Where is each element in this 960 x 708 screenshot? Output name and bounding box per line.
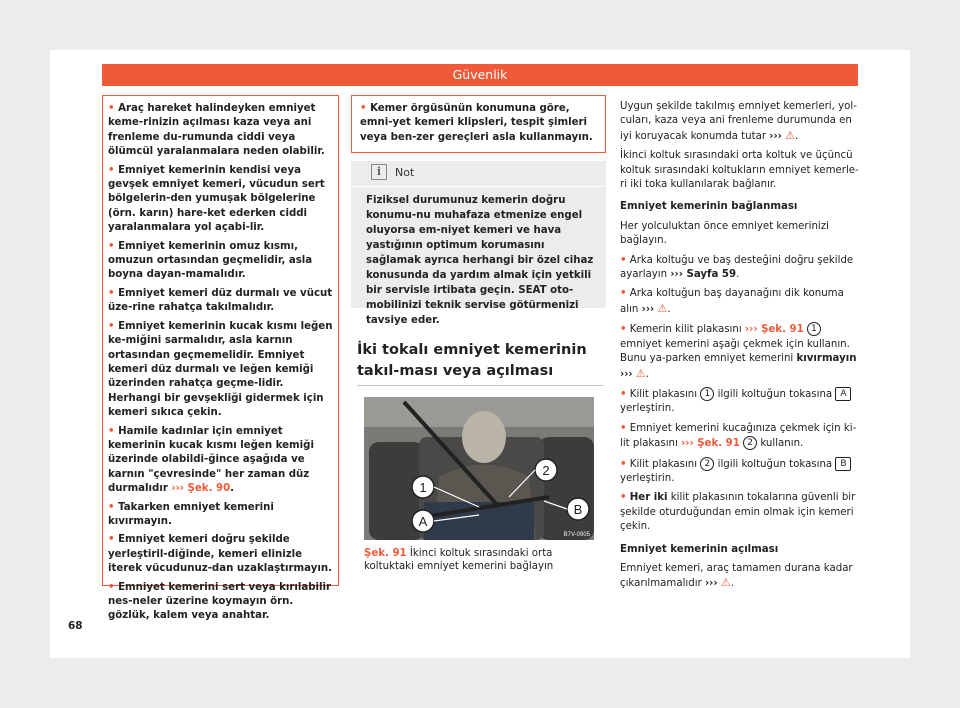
right-column — [620, 100, 860, 597]
step-item: • Kemerin kilit plakasını ››› Şek. 91 1 emniyet kemerini aşağı çekmek için kullanın. Bunu ya-parken emniyet kemerini kıvırmayın ››› ⚠. — [620, 324, 857, 380]
warning-item: • Takarken emniyet kemerini kıvırmayın. — [108, 501, 274, 527]
figure-label-A: A — [418, 514, 428, 529]
warning-middle: • Kemer örgüsünün konumuna göre, emni-yet kemeri klipsleri, tespit şimleri veya ben-zer gereçleri asla kullanmayın. — [360, 103, 593, 143]
warning-item: • Emniyet kemerinin kendisi veya gevşek emniyet kemeri, vücudun sert bölgelerin-den yumuşak bölgelerine (örn. karın) hare-ket ederken ciddi yaralanmalara yol açabi-lir. — [108, 164, 325, 234]
note-title: Not — [395, 165, 415, 179]
figure-caption: Şek. 91 İkinci koltuk sırasındaki orta koltuktaki emniyet kemerini bağlayın — [364, 548, 554, 572]
figure-code: B7V-0905 — [563, 532, 590, 538]
figure-label-1: 1 — [419, 480, 427, 495]
subheading-fasten: Emniyet kemerinin bağlanması — [620, 201, 798, 213]
step-item: • Arka koltuğu ve baş desteğini doğru şekilde ayarlayın ››› Sayfa 59. — [620, 254, 854, 281]
figure-91-link[interactable]: ››› Şek. 91 — [681, 438, 740, 450]
release-paragraph: Emniyet kemeri, araç tamamen durana kadar çıkarılmamalıdır ››› ⚠. — [620, 562, 853, 590]
warning-item: • Araç hareket halindeyken emniyet keme-rinizin açılması kaza veya ani frenleme du-rumunda ciddi veya ölümcül yaralanmalara neden olabilir. — [108, 103, 325, 158]
warning-triangle-icon: ⚠ — [635, 366, 646, 380]
warning-item: • Emniyet kemerinin omuz kısmı, omuzun ortasından geçmelidir, asla boyna dayan-mamalıdır. — [108, 240, 313, 281]
figure-91-link[interactable]: ››› Şek. 91 — [744, 324, 804, 336]
warning-item: • Emniyet kemeri doğru şekilde yerleştiril-diğinde, kemeri elinizle iterek vücudunuz-dan uzaklaştırmayın. — [108, 534, 332, 575]
section-divider — [357, 385, 604, 386]
info-icon: i — [371, 164, 387, 180]
warning-item: • Emniyet kemeri düz durmalı ve vücut üze-rine rahatça takılmalıdır. — [108, 287, 333, 314]
warning-list-left — [108, 102, 334, 628]
page-header: Güvenlik — [102, 64, 858, 86]
warning-item: • Emniyet kemerini sert veya kırılabilir nes-neler üzerine koymayın örn. gözlük, kalem veya anahtar. — [108, 581, 332, 622]
intro-paragraph: Uygun şekilde takılmış emniyet kemerleri, yol-cuları, kaza veya ani frenleme durumunda en iyi koruyacak konumda tutar ››› ⚠. — [620, 101, 857, 142]
figure-label-B: B — [573, 502, 583, 517]
intro-paragraph-2: İkinci koltuk sırasındaki orta koltuk ve üçüncü koltuk sırasındaki koltukların emniyet kemerle-ri iki toka kullanılarak bağlanır. — [620, 150, 859, 191]
fasten-intro: Her yolculuktan önce emniyet kemerinizi bağlayın. — [620, 220, 829, 247]
step-item: • Her iki kilit plakasının tokalarına güvenli bir şekilde oturduğundan emin olmak için kemeri çekin. — [620, 492, 856, 533]
warning-triangle-icon: ⚠ — [785, 128, 796, 142]
page-number: 68 — [68, 620, 83, 632]
warning-item: • Emniyet kemerinin kucak kısmı leğen ke-miğini sarmalıdır, asla karnın ortasından geçmemelidir. Emniyet kemeri düz durmalı ve leğen kemiği üzerinden rahatça geçme-lidir. Herhangi bir gevşekliği gidermek için kemeri sıkıca çekin. — [108, 320, 333, 419]
seatbelt-figure — [364, 397, 594, 540]
warning-triangle-icon: ⚠ — [657, 301, 668, 315]
note-header — [371, 164, 414, 180]
page-59-link[interactable]: ››› Sayfa 59 — [670, 269, 737, 281]
figure-label-2: 2 — [542, 463, 550, 478]
section-title: İki tokalı emniyet kemerinin takıl-ması veya açılması — [357, 342, 587, 379]
step-item: • Kilit plakasını 2 ilgili koltuğun tokasına B yerleştirin. — [620, 457, 860, 487]
passenger-head — [462, 411, 506, 463]
figure-90-link[interactable]: ››› Şek. 90 — [171, 483, 231, 495]
step-item: • Emniyet kemerini kucağınıza çekmek için ki-lit plakasını ››› Şek. 91 2 kullanın. — [620, 422, 857, 450]
right-seat — [539, 437, 594, 540]
warning-triangle-icon: ⚠ — [720, 576, 731, 590]
note-text: Fiziksel durumunuz kemerin doğru konumu-nu muhafaza etmenize engel oluyorsa em-niyet kemeri ve hava yastığının optimum korumasını sağlamak ayrıca herhangi bir özel cihaz konusunda da yardım almak için yetkili bir servisle irtibata geçin. SEAT oto-mobilinizi teknik servise götürmenizi tavsiye eder. — [366, 195, 594, 326]
subheading-release: Emniyet kemerinin açılması — [620, 543, 779, 555]
note-divider — [351, 186, 606, 187]
step-item: • Arka koltuğun baş dayanağını dik konuma alın ››› ⚠. — [620, 288, 844, 315]
warning-item: • Hamile kadınlar için emniyet kemerinin kucak kısmı leğen kemiği üzerinde olabildi-ğince aşağıda ve karnın "çevresinde" her zaman düz durmalıdır ››› Şek. 90. — [108, 425, 314, 495]
step-item: • Kilit plakasını 1 ilgili koltuğun tokasına A yerleştirin. — [620, 387, 860, 417]
